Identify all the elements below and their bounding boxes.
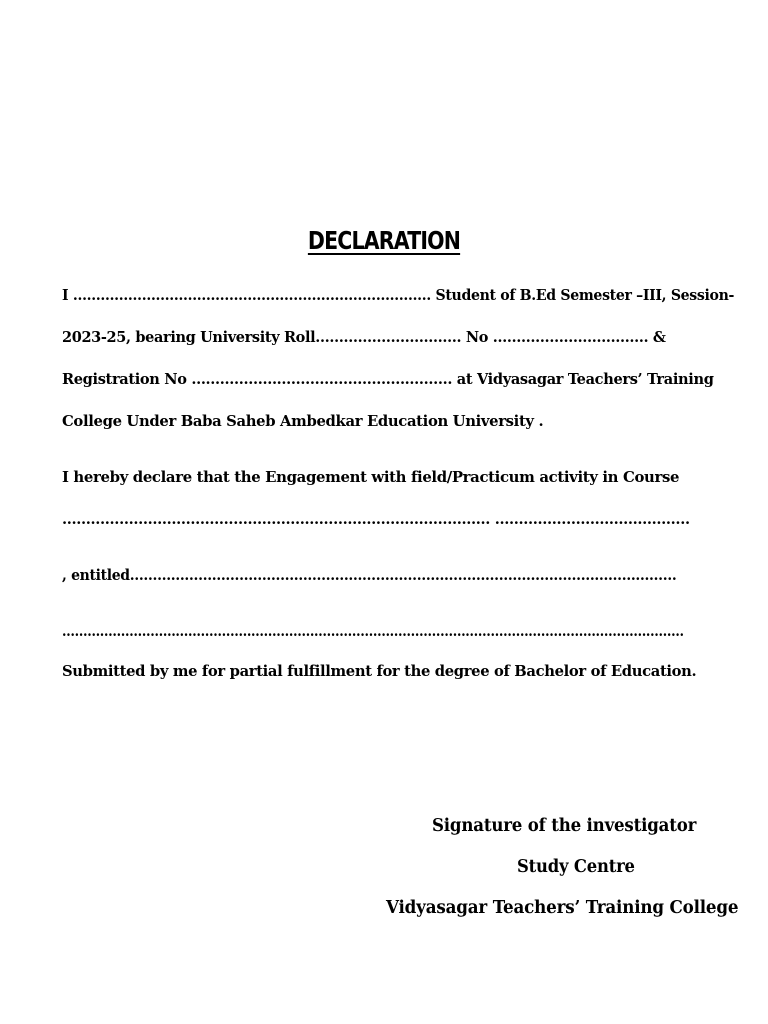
declaration-line-2: 2023-25, bearing University Roll…………………………. No …………………………… & [62,329,666,346]
document-title-text: DECLARATION [307,226,461,255]
declaration-line-8: ……………………………………………………………………………………………………………….………………… [62,623,684,640]
document-title [69,226,699,255]
declaration-line-3: Registration No ………………………………………………. at Vidyasagar Teachers’ Training [62,371,714,388]
signature-study-centre: Study Centre [517,857,635,877]
declaration-line-9: Submitted by me for partial fulfillment for the degree of Bachelor of Education. [62,663,697,680]
declaration-line-5: I hereby declare that the Engagement with field/Practicum activity in Course [62,469,680,486]
signature-college: Vidyasagar Teachers’ Training College [386,898,739,918]
declaration-line-4: College Under Baba Saheb Ambedkar Education University . [62,413,544,430]
declaration-line-7: , entitled………………………………………………………………………………………………………… [62,567,677,584]
declaration-line-6: ……………………………………………………………………………… ………………………………….. [62,511,690,528]
declaration-line-1: I …………………………………………………………………… Student of B.Ed Semester –III, Session- [62,287,735,304]
signature-investigator: Signature of the investigator [432,816,697,836]
